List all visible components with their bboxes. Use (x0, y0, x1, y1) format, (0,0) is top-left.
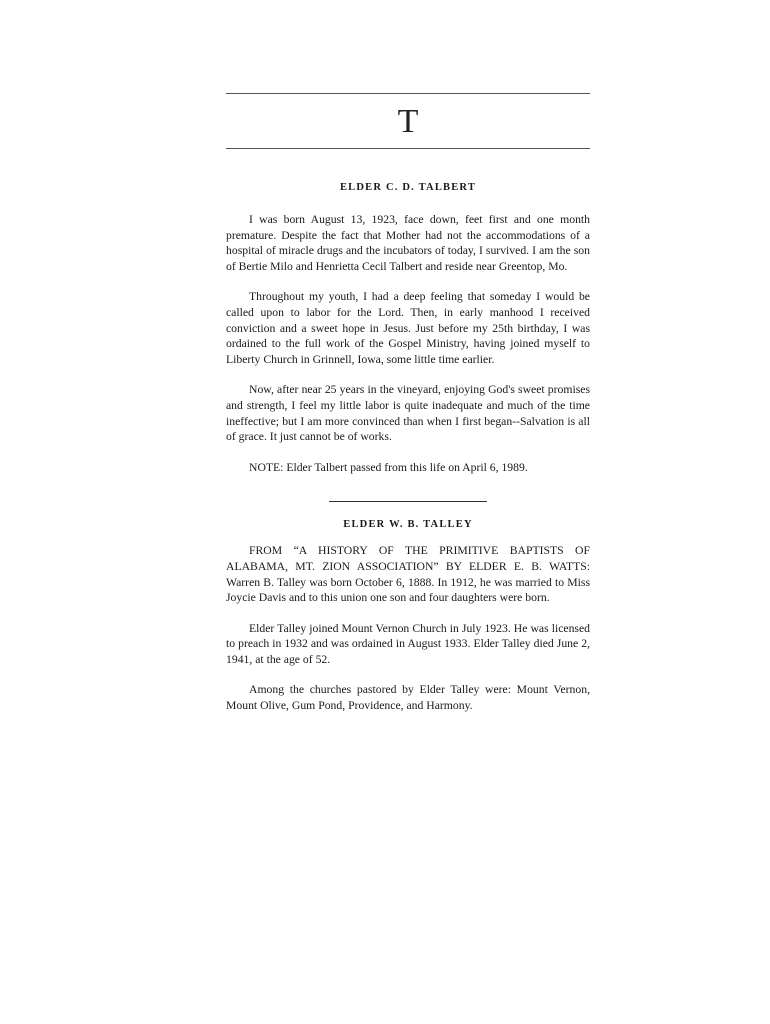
header-bottom-rule (226, 148, 590, 149)
entry-title-talbert: ELDER C. D. TALBERT (339, 182, 477, 193)
talbert-paragraph-3: Now, after near 25 years in the vineyard, enjoying God's sweet promises and strength, I feel my little labor is quite inadequate and much of the time ineffective; but I am more convinced than when I first began--Salvation is all of grace. It just cannot be of works. (226, 383, 590, 444)
section-divider (329, 501, 487, 502)
talley-paragraph-2: Elder Talley joined Mount Vernon Church in July 1923. He was licensed to preach in 1932 and was ordained in August 1933. Elder Talley died June 2, 1941, at the age of 52. (226, 621, 590, 666)
document-page (226, 93, 590, 729)
talbert-paragraph-2: Throughout my youth, I had a deep feeling that someday I would be called upon to labor for the Lord. Then, in early manhood I received conviction and a sweet hope in Jesus. Just before my 25th birthday, I was ordained to the full work of the Gospel Ministry, having joined myself to Liberty Church in Grinnell, Iowa, some little time earlier. (226, 290, 590, 366)
section-letter-heading: T (397, 103, 419, 140)
talley-paragraph-1: FROM “A HISTORY OF THE PRIMITIVE BAPTISTS OF ALABAMA, MT. ZION ASSOCIATION” BY ELDER E. B. WATTS: Warren B. Talley was born October 6, 1888. In 1912, he was married to Miss Joycie Davis and to this union one son and four daughters were born. (226, 544, 590, 605)
entry-title-talley: ELDER W. B. TALLEY (343, 519, 473, 531)
talbert-paragraph-1: I was born August 13, 1923, face down, feet first and one month premature. Despite the fact that Mother had not the accommodations of a hospital of miracle drugs and the incubators of today, I survived. I am the son of Bertie Milo and Henrietta Cecil Talbert and reside near Greentop, Mo. (226, 213, 590, 273)
talley-paragraph-3: Among the churches pastored by Elder Talley were: Mount Vernon, Mount Olive, Gum Pond, Providence, and Harmony. (226, 683, 590, 713)
talbert-note: NOTE: Elder Talbert passed from this life on April 6, 1989. (249, 460, 528, 474)
